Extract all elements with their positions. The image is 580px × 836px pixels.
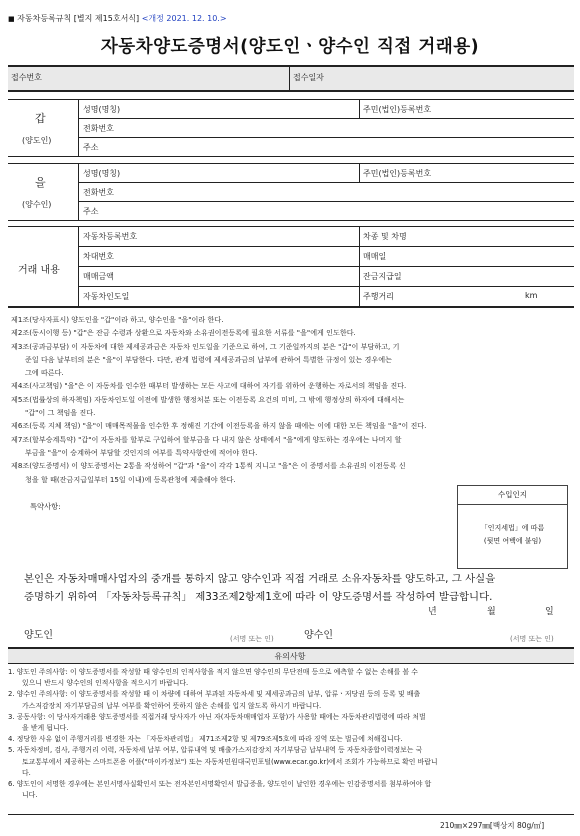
buyer-label: 을 [35,176,46,189]
seller-sublabel: (양도인) [22,136,52,145]
clause-line: 제2조(동시이행 등) "갑"은 잔금 수령과 상환으로 자동차와 소유권이전등록에 필요한 서류를 "을"에게 인도한다. [11,328,356,338]
buyer-address-field[interactable]: 주소 [83,207,99,216]
contract-clauses [11,313,571,486]
buyer-reg-field[interactable]: 주민(법인)등록번호 [363,169,432,178]
clause-line: 제8조(양도증명서) 이 양도증명서는 2통을 작성하여 "갑"과 "을"이 각각 1통씩 지니고 "을"은 이 증명서를 소유권의 이전등록 신 [11,461,406,471]
buyer-name-field[interactable]: 성명(명칭) [83,169,121,178]
delivery-date-field[interactable]: 자동차인도일 [83,292,130,301]
seller-address-field[interactable]: 주소 [83,143,99,152]
deal-bottom-rule [8,306,574,308]
stamp-line-2: (뒷면 여백에 붙임) [483,537,542,545]
caution-item-line: 을 받게 됩니다. [22,724,69,733]
caution-item-line: 니다. [22,791,38,800]
buyer-sign-hint[interactable]: (서명 또는 인) [510,635,554,643]
caution-item-line: 6. 양도인이 서명한 경우에는 본인서명사실확인서 또는 전자본인서명확인서 발급증을, 양도인이 날인한 경우에는 인감증명서를 첨부하여야 합 [8,780,432,789]
caution-list [8,667,574,801]
clause-line: 제1조(당사자표시) 양도인을 "갑"이라 하고, 양수인을 "을"이라 한다. [11,315,224,324]
buyer-top-rule [8,163,574,164]
balance-date-field[interactable]: 잔금지급일 [363,272,402,281]
seller-label-divider [78,99,79,156]
clause-line: 제6조(등록 지체 책임) "을"이 매매목적물을 인수한 후 정해진 기간에 이전등록을 하지 않을 때에는 이에 대한 모든 책임을 "을"이 진다. [11,421,427,431]
receipt-divider [289,66,290,90]
seller-label: 갑 [35,112,46,125]
paper-size-note: 210㎜×297㎜[백상지 80g/㎡] [440,821,545,830]
document-title: 자동차양도증명서(양도인ㆍ양수인 직접 거래용) [100,37,480,57]
special-terms-label: 특약사항: [30,502,61,511]
stamp-title: 수입인지 [498,490,527,499]
deal-top-rule [8,226,574,227]
caution-item-line: 3. 공동사항: 이 당사자거래용 양도증명서를 직접거래 당사자가 아닌 자(자동차매매업자 포함)가 사용할 때에는 자동차관리법령에 따라 처벌 [8,712,426,721]
stamp-line-1: 「인지세법」에 따름 [480,524,545,532]
caution-item-line: 2. 양수인 주의사항: 이 양도증명서를 작성할 때 이 차량에 대하여 부과된 자동차세 및 제세공과금의 납부, 압류ㆍ저당권 등의 등록 및 배출 [8,690,421,699]
mileage-unit: km [525,291,538,300]
buyer-label-divider [78,163,79,220]
caution-item-line: 다. [22,768,31,777]
receipt-date-label: 접수일자 [293,73,324,82]
seller-reg-field[interactable]: 주민(법인)등록번호 [363,105,432,114]
caution-bottom-rule [8,814,574,815]
deal-label: 거래 내용 [18,265,60,276]
clause-line: 제5조(법률상의 하자책임) 자동차인도일 이전에 발생한 행정처분 또는 이전등록 요건의 미비, 그 밖에 행정상의 하자에 대해서는 [11,394,405,404]
clause-line: 준일 다음 날부터의 분은 "을"이 부담한다. 다만, 관계 법령에 제세공과금의 납부에 관하여 특별한 규정이 있는 경우에는 [25,354,392,364]
clause-line: "갑"이 그 책임을 진다. [25,408,96,418]
clause-line: 그에 따른다. [25,368,64,378]
car-number-field[interactable]: 자동차등록번호 [83,232,138,241]
car-model-field[interactable]: 차종 및 차명 [363,232,407,241]
sale-price-field[interactable]: 매매금액 [83,272,114,281]
buyer-signature-label: 양수인 [304,630,333,641]
clause-line: 제7조(할부승계특약) "갑"이 자동차를 할부로 구입하여 할부금을 다 내지 않은 상태에서 "을"에게 양도하는 경우에는 나머지 할 [11,434,402,444]
form-reference [8,13,227,24]
caution-item-line: 4. 정당한 사유 없이 주행거리를 변경한 자는 「자동차관리법」 제71조제2항 및 제79조제5호에 따라 징역 또는 벌금에 처해집니다. [8,735,403,744]
receipt-row-bg [8,66,574,90]
date-month: 월 [487,607,496,617]
form-number: 자동차등록규칙 [별지 제15호서식] [17,14,140,23]
declaration-line: 본인은 자동차매매사업자의 중개를 통하지 않고 양수인과 직접 거래로 소유자동차를 양도하고, 그 사실을 [24,573,496,585]
buyer-phone-field[interactable]: 전화번호 [83,188,114,197]
amendment-date: <개정 2021. 12. 10.> [141,14,227,23]
receipt-bottom-rule [8,90,574,92]
receipt-number-label: 접수번호 [11,73,42,82]
clause-line: 부금을 "을"이 승계하여 부담할 것인지의 여부를 특약사항란에 적어야 한다. [25,447,258,457]
vin-field[interactable]: 차대번호 [83,252,114,261]
caution-title: 유의사항 [274,652,306,661]
seller-bottom-rule [8,156,574,157]
buyer-sublabel: (양수인) [22,200,52,209]
clause-line: 청을 할 때(잔금지급일부터 15일 이내)에 등록관청에 제출해야 한다. [25,474,236,484]
square-bullet-icon: ■ [8,15,15,23]
buyer-bottom-rule [8,220,574,221]
date-year: 년 [428,607,437,617]
seller-top-rule [8,99,574,100]
date-day: 일 [545,607,554,617]
declaration-line: 증명하기 위하여 「자동차등록규칙」 제33조제2항제1호에 따라 이 양도증명서를 작성하여 발급합니다. [24,591,493,603]
clause-line: 제4조(사고책임) "을"은 이 자동차를 인수한 때부터 발생하는 모든 사고에 대하여 자기를 위하여 운행하는 자로서의 책임을 진다. [11,381,407,391]
top-rule [8,65,574,67]
caution-item-line: 5. 자동차정비, 검사, 주행거리 이력, 자동차세 납부 여부, 압류내역 및 배출가스저감장치 자기부담금 납부내역 등 자동차종합이력정보는 국 [8,746,423,755]
clause-line: 제3조(공과금부담) 이 자동차에 대한 제세공과금은 자동차 인도일을 기준으로 하여, 그 기준일까지의 분은 "갑"이 부담하고, 기 [11,341,400,351]
sale-date-field[interactable]: 매매일 [363,252,387,261]
seller-sign-hint[interactable]: (서명 또는 인) [230,635,274,643]
seller-name-field[interactable]: 성명(명칭) [83,105,121,114]
seller-phone-field[interactable]: 전화번호 [83,124,114,133]
caution-item-line: 있으니 반드시 양수인의 인적사항을 적으시기 바랍니다. [22,679,189,688]
seller-signature-label: 양도인 [24,630,53,641]
revenue-stamp-box [457,485,568,569]
declaration [24,570,564,606]
mileage-field[interactable]: 주행거리 [363,292,394,301]
caution-item-line: 가스저감장치 자기부담금의 납부 여부를 확인하여 뜻하지 않은 손해를 입지 않도록 하시기 바랍니다. [22,701,322,710]
caution-item-line: 토교통부에서 제공하는 스마트폰용 어플("마이카정보") 또는 자동차민원대국민포털(www.ecar.go.kr)에서 조회가 가능하므로 확인 바랍니 [22,757,438,766]
caution-item-line: 1. 양도인 주의사항: 이 양도증명서를 작성할 때 양수인의 인적사항을 적지 않으면 양수인의 무단전매 등으로 예측할 수 없는 손해를 볼 수 [8,668,418,676]
